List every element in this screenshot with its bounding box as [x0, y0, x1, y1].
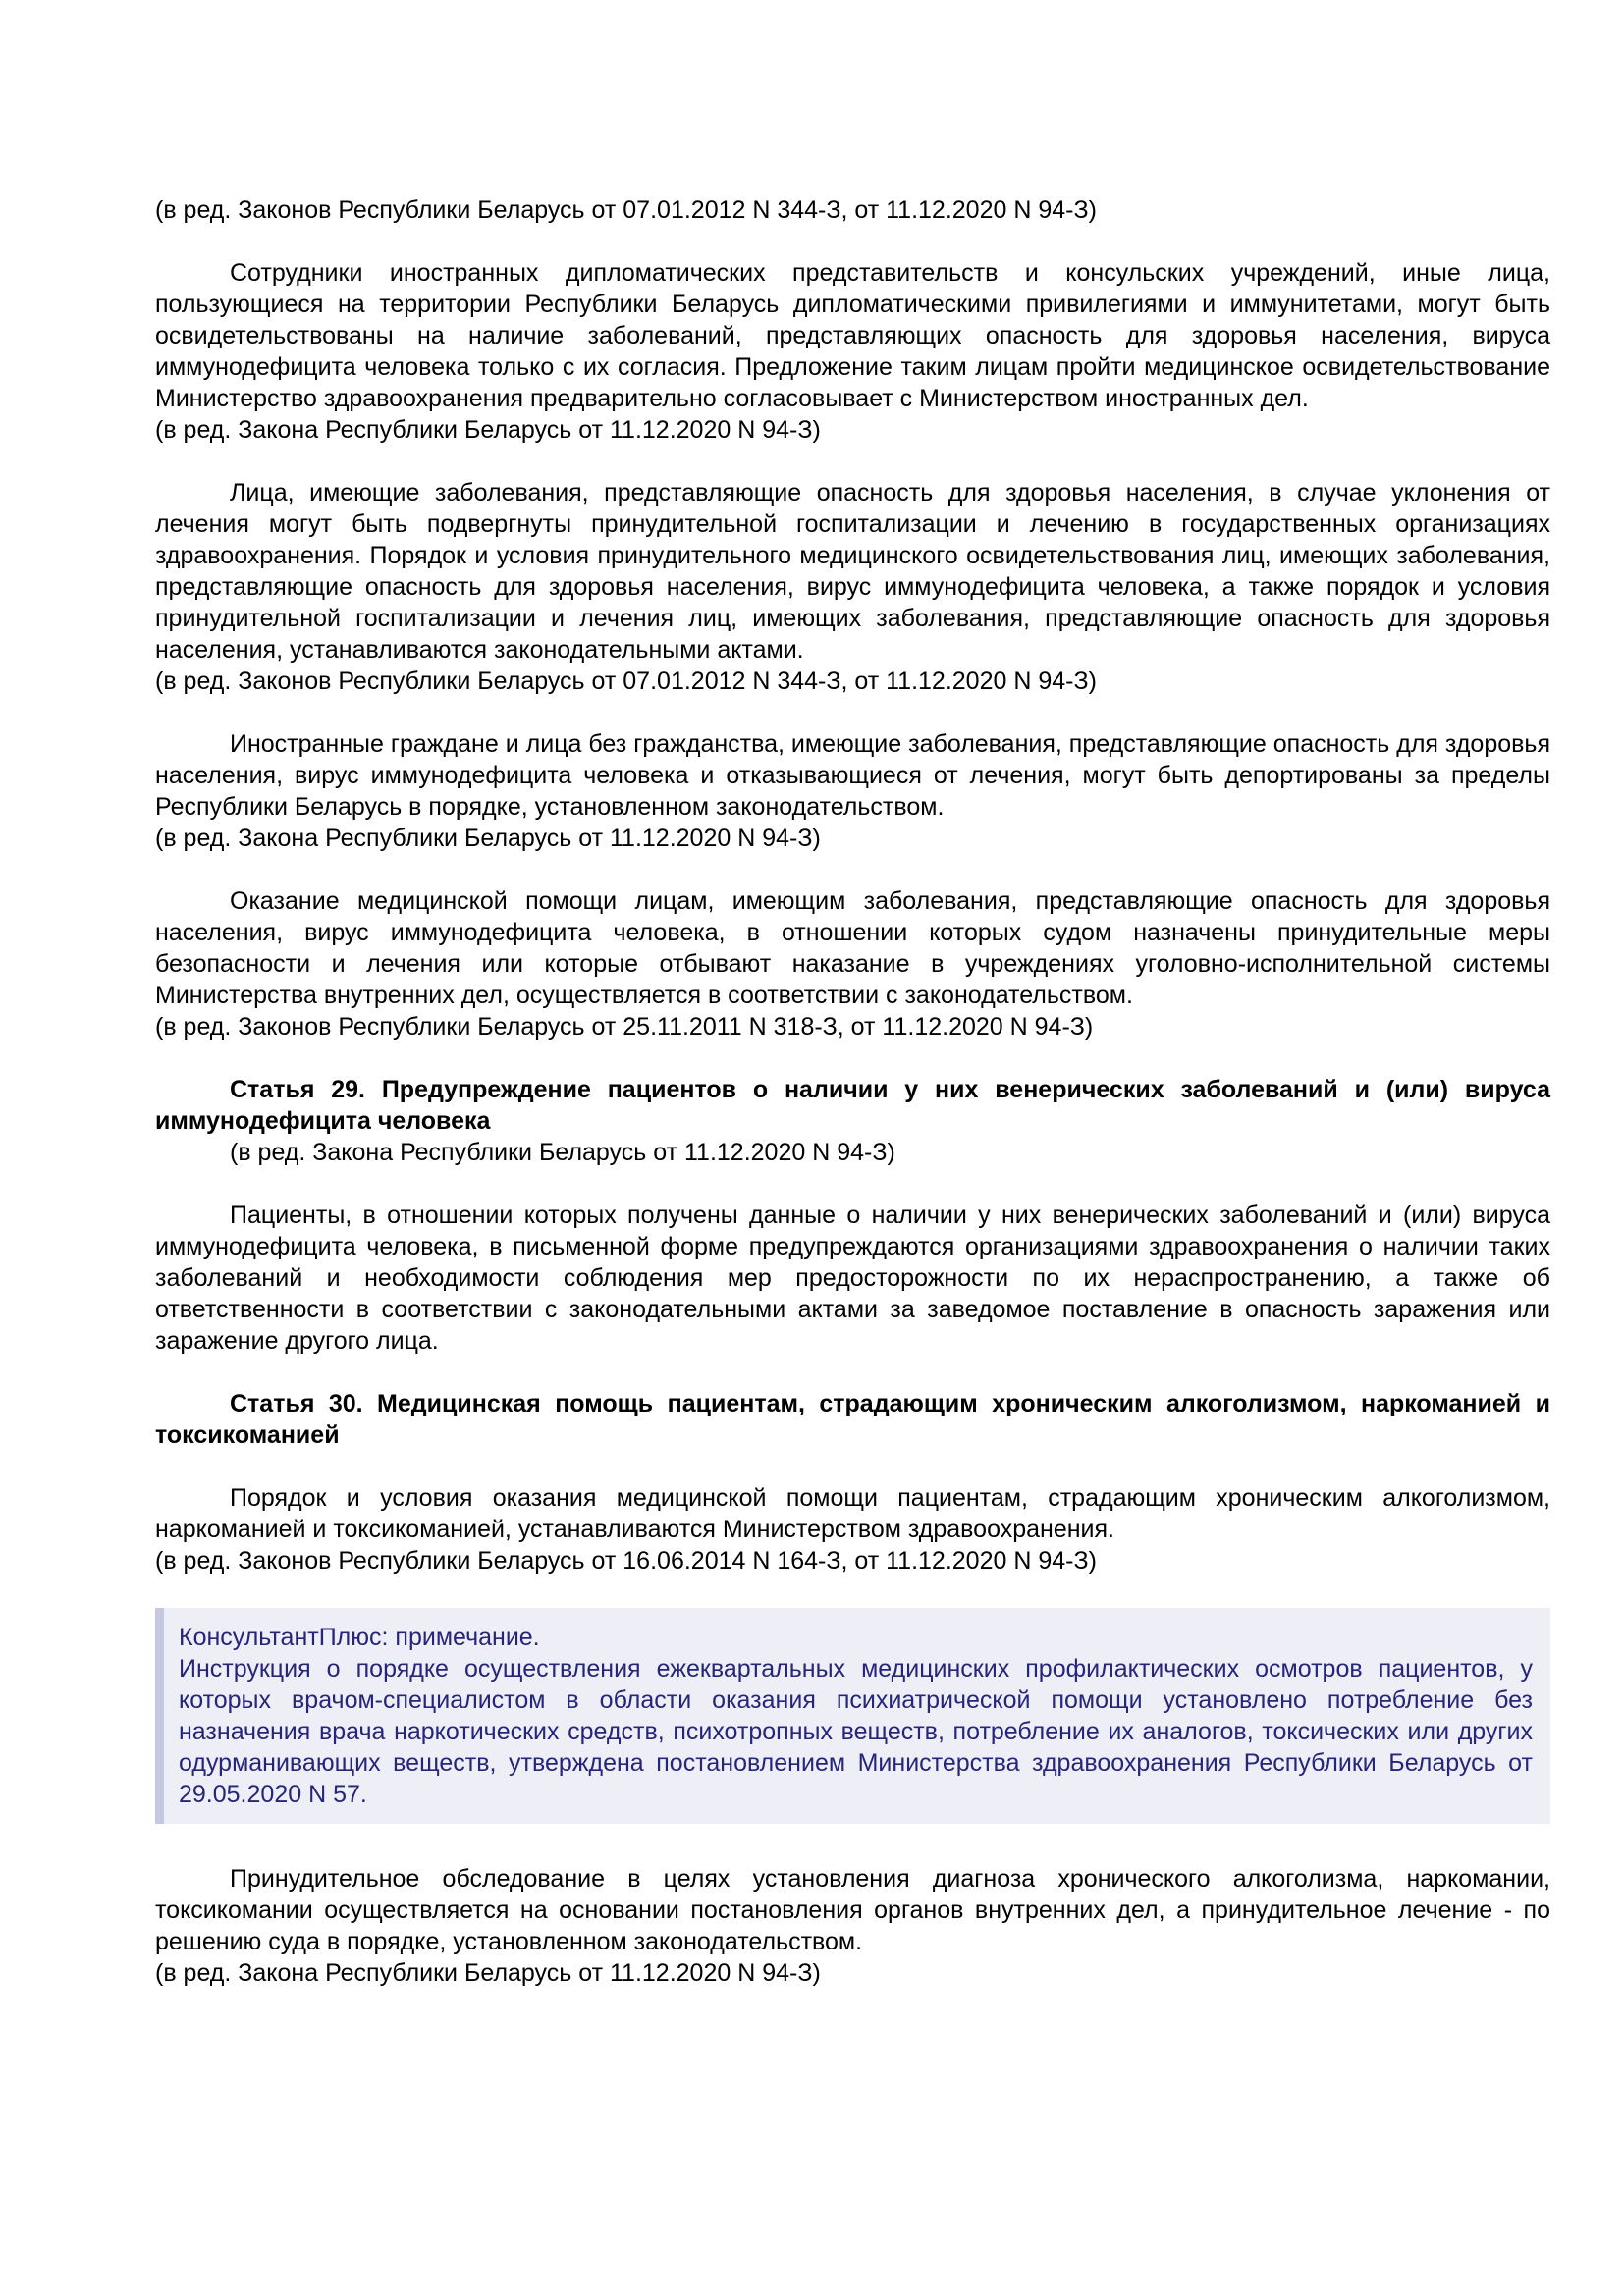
edition-note: (в ред. Закона Республики Беларусь от 11.12.2020 N 94-З) — [230, 1139, 895, 1166]
edition-note: (в ред. Законов Республики Беларусь от 07.01.2012 N 344-З, от 11.12.2020 N 94-З) — [155, 196, 1097, 224]
edition-note: (в ред. Закона Республики Беларусь от 11.12.2020 N 94-З) — [155, 825, 821, 852]
edition-note: (в ред. Законов Республики Беларусь от 07.01.2012 N 344-З, от 11.12.2020 N 94-З) — [155, 667, 1097, 695]
paragraph-compulsory-treatment: Лица, имеющие заболевания, представляющие опасность для здоровья населения, в случае уклонения от лечения могут быть подвергнуты принудительной госпитализации и лечению в государственных организациях здравоохранения. Порядок и условия принудительного медицинского освидетельствования лиц, имеющих заболевания, представляющие опасность для здоровья населения, вирус иммунодефицита человека, а также порядок и условия принудительной госпитализации и лечения лиц, имеющих заболевания, представляющие опасность для здоровья населения, устанавливаются законодательными актами. — [155, 479, 1550, 664]
article-29-title: Статья 29. Предупреждение пациентов о наличии у них венерических заболеваний и (или) вируса иммунодефицита человека — [155, 1076, 1550, 1135]
consultant-note-box — [155, 1608, 1550, 1824]
article-30-title: Статья 30. Медицинская помощь пациентам, страдающим хроническим алкоголизмом, наркоманией и токсикоманией — [155, 1390, 1550, 1449]
paragraph-patient-warning: Пациенты, в отношении которых получены данные о наличии у них венерических заболеваний и (или) вируса иммунодефицита человека, в письменной форме предупреждаются организациями здравоохранения о наличии таких заболеваний и необходимости соблюдения мер предосторожности по их нераспространению, а также об ответственности в соответствии с законодательными актами за заведомое поставление в опасность заражения или заражение другого лица. — [155, 1201, 1550, 1355]
edition-note: (в ред. Закона Республики Беларусь от 11.12.2020 N 94-З) — [155, 416, 821, 444]
paragraph-penitentiary-care: Оказание медицинской помощи лицам, имеющим заболевания, представляющие опасность для здоровья населения, вирус иммунодефицита человека, в отношении которых судом назначены принудительные меры безопасности и лечения или которые отбывают наказание в учреждениях уголовно-исполнительной системы Министерства внутренних дел, осуществляется в соответствии с законодательством. — [155, 887, 1550, 1009]
note-heading: КонсультантПлюс: примечание. — [179, 1624, 540, 1651]
paragraph-addiction-care: Порядок и условия оказания медицинской помощи пациентам, страдающим хроническим алкоголизмом, наркоманией и токсикоманией, устанавливаются Министерством здравоохранения. — [155, 1484, 1550, 1543]
paragraph-diplomats: Сотрудники иностранных дипломатических представительств и консульских учреждений, иные лица, пользующиеся на территории Республики Беларусь дипломатическими привилегиями и иммунитетами, могут быть освидетельствованы на наличие заболеваний, представляющих опасность для здоровья населения, вируса иммунодефицита человека только с их согласия. Предложение таким лицам пройти медицинское освидетельствование Министерство здравоохранения предварительно согласовывает с Министерством иностранных дел. — [155, 259, 1550, 412]
paragraph-deportation: Иностранные граждане и лица без гражданства, имеющие заболевания, представляющие опасность для здоровья населения, вирус иммунодефицита человека и отказывающиеся от лечения, могут быть депортированы за пределы Республики Беларусь в порядке, установленном законодательством. — [155, 730, 1550, 821]
edition-note: (в ред. Закона Республики Беларусь от 11.12.2020 N 94-З) — [155, 1959, 821, 1987]
document-page — [155, 194, 1550, 1989]
edition-note: (в ред. Законов Республики Беларусь от 16.06.2014 N 164-З, от 11.12.2020 N 94-З) — [155, 1547, 1097, 1575]
edition-note: (в ред. Законов Республики Беларусь от 25.11.2011 N 318-З, от 11.12.2020 N 94-З) — [155, 1013, 1094, 1041]
note-instruction-link[interactable]: Инструкция о порядке осуществления ежеквартальных медицинских профилактических осмотров пациентов, у которых врачом-специалистом в области оказания психиатрической помощи установлено потребление без назначения врача наркотических средств, психотропных веществ, потребление их аналогов, токсических или других одурманивающих веществ, утверждена постановлением Министерства здравоохранения Республики Беларусь от 29.05.2020 N 57. — [179, 1655, 1533, 1808]
paragraph-compulsory-examination: Принудительное обследование в целях установления диагноза хронического алкоголизма, наркомании, токсикомании осуществляется на основании постановления органов внутренних дел, а принудительное лечение - по решению суда в порядке, установленном законодательством. — [155, 1865, 1550, 1955]
